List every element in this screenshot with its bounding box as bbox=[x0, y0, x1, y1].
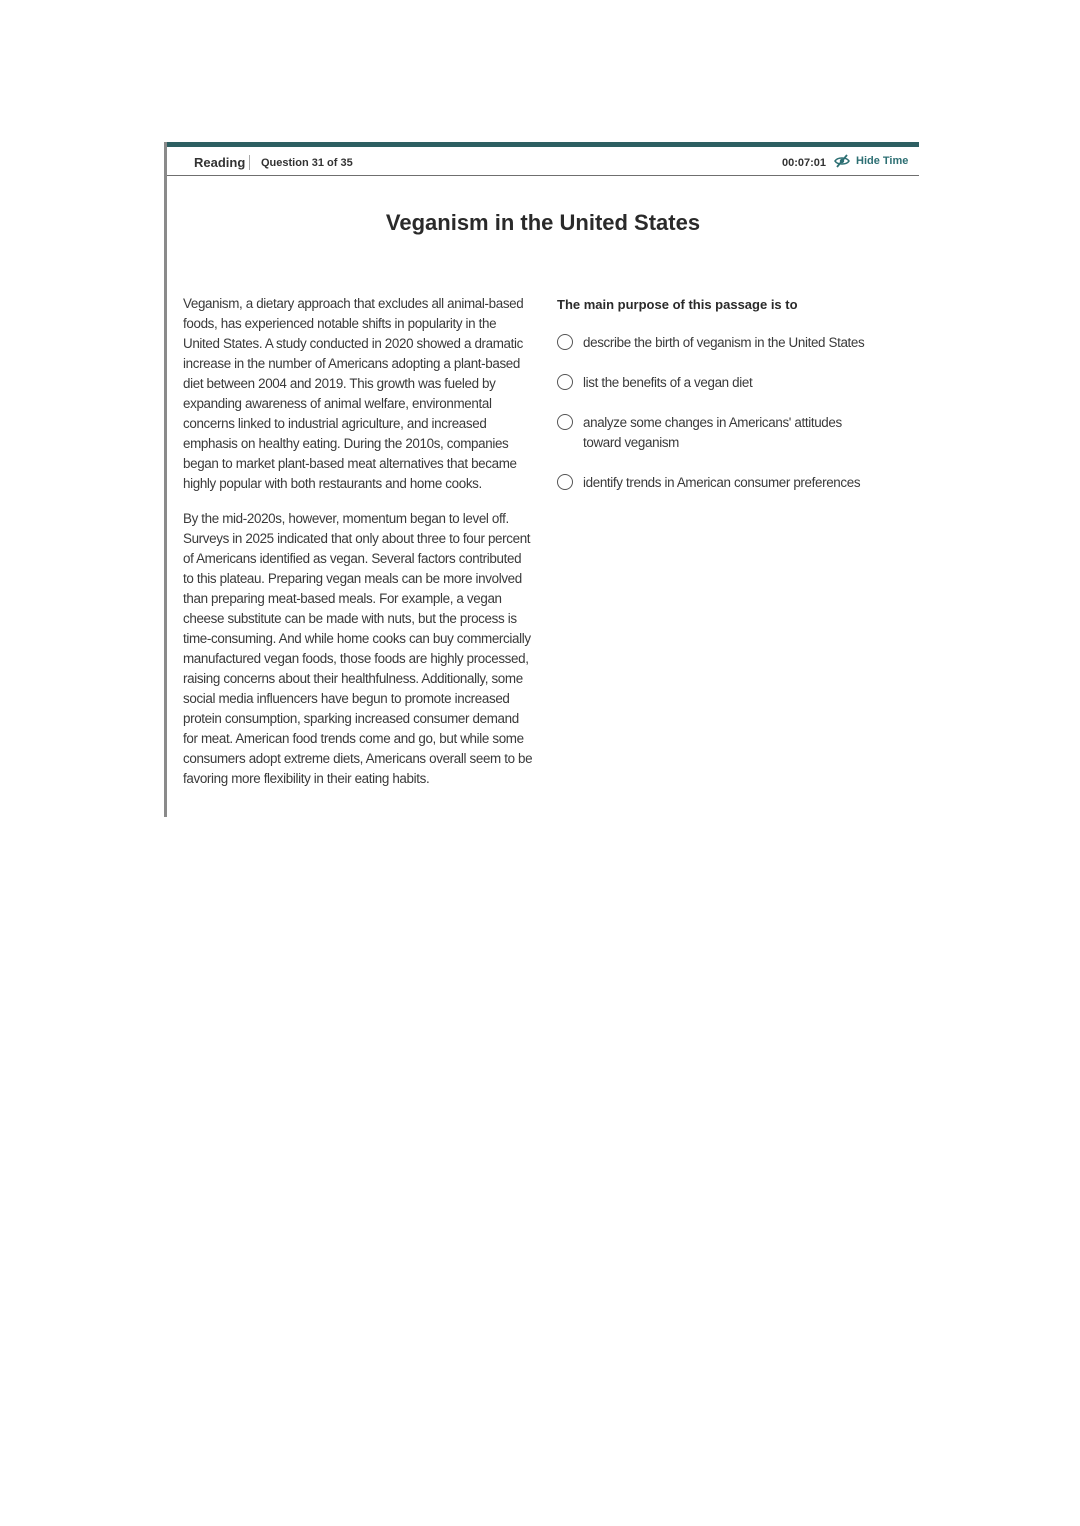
passage-paragraph: Veganism, a dietary approach that excludes all animal-based foods, has experienced notable shifts in popularity in the United States. A study conducted in 2020 showed a dramatic increase in the number of Americans adopting a plant-based diet between 2004 and 2019. This growth was fueled by expanding awareness of animal welfare, environmental concerns linked to industrial agriculture, and increased emphasis on healthy eating. During the 2010s, companies began to market plant-based meat alternatives that became highly popular with both restaurants and home cooks. bbox=[183, 296, 524, 491]
option-label: identify trends in American consumer preferences bbox=[583, 475, 861, 490]
question-panel bbox=[557, 297, 897, 513]
option-label: analyze some changes in Americans' attitudes toward veganism bbox=[583, 415, 842, 450]
radio-button[interactable] bbox=[557, 474, 573, 490]
reading-passage bbox=[183, 294, 533, 804]
radio-button[interactable] bbox=[557, 374, 573, 390]
question-stem: The main purpose of this passage is to bbox=[557, 297, 798, 312]
hide-time-button[interactable] bbox=[834, 154, 908, 168]
radio-button[interactable] bbox=[557, 334, 573, 350]
answer-option-4[interactable] bbox=[557, 473, 897, 493]
test-header bbox=[167, 147, 919, 176]
option-label: list the benefits of a vegan diet bbox=[583, 375, 753, 390]
option-label: describe the birth of veganism in the United States bbox=[583, 335, 865, 350]
question-counter: Question 31 of 35 bbox=[261, 157, 353, 169]
test-window bbox=[164, 142, 916, 817]
eye-slash-icon bbox=[834, 154, 850, 168]
answer-option-3[interactable] bbox=[557, 413, 897, 453]
answer-option-1[interactable] bbox=[557, 333, 897, 353]
answer-option-2[interactable] bbox=[557, 373, 897, 393]
passage-title: Veganism in the United States bbox=[385, 210, 701, 235]
timer: 00:07:01 bbox=[782, 157, 827, 169]
radio-button[interactable] bbox=[557, 414, 573, 430]
passage-paragraph: By the mid-2020s, however, momentum began to level off. Surveys in 2025 indicated that only about three to four percent of Americans identified as vegan. Several factors contributed to this plateau. Preparing vegan meals can be more involved than preparing meat-based meals. For example, a vegan cheese substitute can be made with nuts, but the process is time-consuming. And while home cooks can buy commercially manufactured vegan foods, those foods are highly processed, raising concerns about their healthfulness. Additionally, some social media influencers have begun to promote increased protein consumption, sparking increased consumer demand for meat. American food trends come and go, but while some consumers adopt extreme diets, Americans overall seem to be favoring more flexibility in their eating habits. bbox=[183, 511, 533, 786]
section-label: Reading bbox=[194, 155, 246, 170]
hide-time-label: Hide Time bbox=[856, 155, 909, 167]
header-divider bbox=[249, 155, 250, 170]
